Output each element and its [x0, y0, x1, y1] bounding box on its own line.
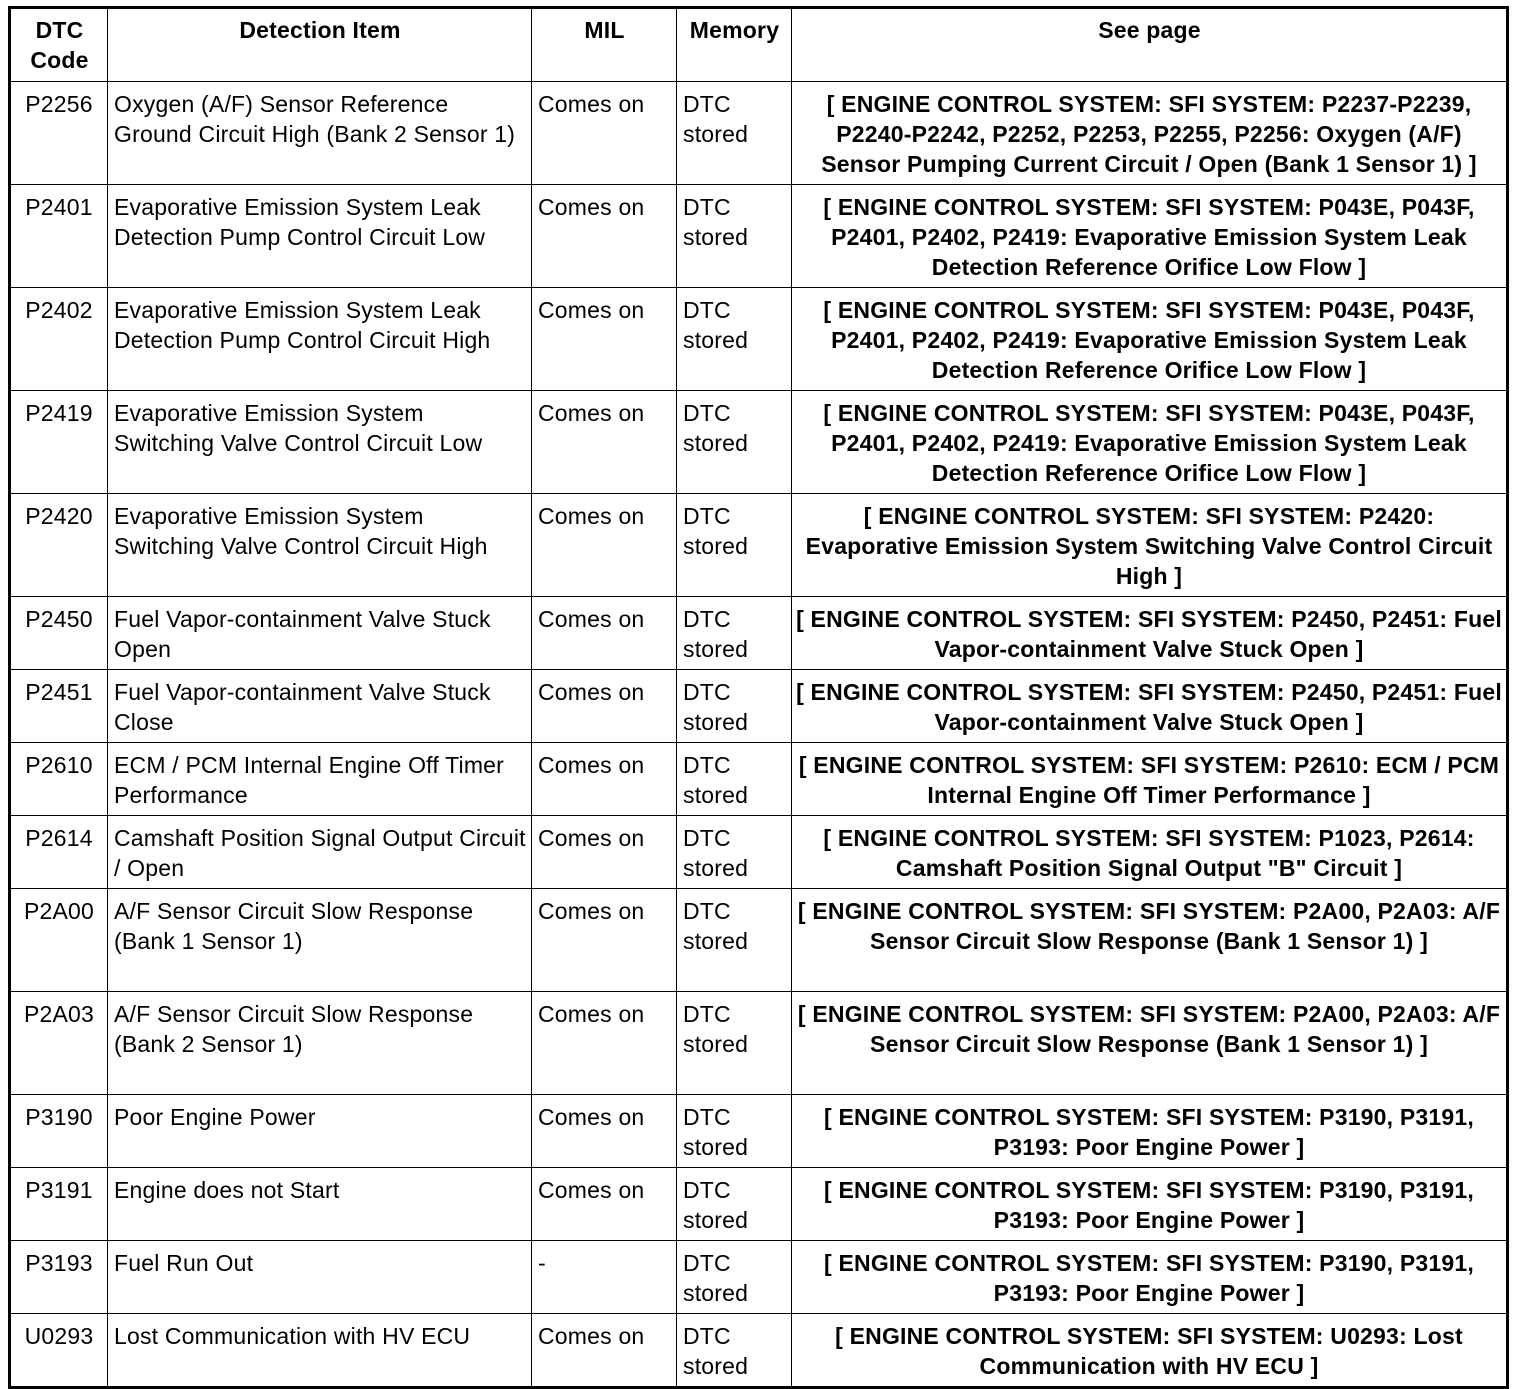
- memory-cell: DTC stored: [677, 670, 792, 743]
- header-memory: Memory: [677, 8, 792, 82]
- mil-cell: Comes on: [532, 391, 677, 494]
- table-row: [10, 597, 1508, 670]
- table-row: [10, 1168, 1508, 1241]
- dtc-code-cell: U0293: [10, 1314, 108, 1388]
- dtc-code-cell: P2419: [10, 391, 108, 494]
- table-row: [10, 391, 1508, 494]
- detection-item-cell: Fuel Vapor-containment Valve Stuck Open: [108, 597, 532, 670]
- mil-cell: Comes on: [532, 288, 677, 391]
- dtc-code-cell: P2402: [10, 288, 108, 391]
- mil-cell: Comes on: [532, 992, 677, 1095]
- table-row: [10, 1241, 1508, 1314]
- mil-cell: Comes on: [532, 597, 677, 670]
- table-row: [10, 1095, 1508, 1168]
- see-page-link[interactable]: [ ENGINE CONTROL SYSTEM: SFI SYSTEM: P2450, P2451: Fuel Vapor-containment Valve Stuck Open ]: [792, 597, 1508, 670]
- detection-item-cell: Engine does not Start: [108, 1168, 532, 1241]
- dtc-code-cell: P2A00: [10, 889, 108, 992]
- detection-item-cell: A/F Sensor Circuit Slow Response (Bank 2 Sensor 1): [108, 992, 532, 1095]
- memory-cell: DTC stored: [677, 82, 792, 185]
- detection-item-cell: Evaporative Emission System Leak Detection Pump Control Circuit Low: [108, 185, 532, 288]
- see-page-link[interactable]: [ ENGINE CONTROL SYSTEM: SFI SYSTEM: P2450, P2451: Fuel Vapor-containment Valve Stuck Open ]: [792, 670, 1508, 743]
- detection-item-cell: Fuel Vapor-containment Valve Stuck Close: [108, 670, 532, 743]
- see-page-link[interactable]: [ ENGINE CONTROL SYSTEM: SFI SYSTEM: P1023, P2614: Camshaft Position Signal Output "B" Circuit ]: [792, 816, 1508, 889]
- see-page-link[interactable]: [ ENGINE CONTROL SYSTEM: SFI SYSTEM: P2420: Evaporative Emission System Switching Valve Control Circuit High ]: [792, 494, 1508, 597]
- table-row: [10, 82, 1508, 185]
- mil-cell: Comes on: [532, 82, 677, 185]
- header-see-page: See page: [792, 8, 1508, 82]
- dtc-code-cell: P2401: [10, 185, 108, 288]
- memory-cell: DTC stored: [677, 816, 792, 889]
- detection-item-cell: Evaporative Emission System Leak Detection Pump Control Circuit High: [108, 288, 532, 391]
- memory-cell: DTC stored: [677, 1241, 792, 1314]
- detection-item-cell: Evaporative Emission System Switching Valve Control Circuit High: [108, 494, 532, 597]
- mil-cell: Comes on: [532, 816, 677, 889]
- mil-cell: Comes on: [532, 185, 677, 288]
- see-page-link[interactable]: [ ENGINE CONTROL SYSTEM: SFI SYSTEM: U0293: Lost Communication with HV ECU ]: [792, 1314, 1508, 1388]
- table-row: [10, 743, 1508, 816]
- mil-cell: Comes on: [532, 889, 677, 992]
- memory-cell: DTC stored: [677, 597, 792, 670]
- table-row: [10, 185, 1508, 288]
- memory-cell: DTC stored: [677, 743, 792, 816]
- header-detection-item: Detection Item: [108, 8, 532, 82]
- see-page-link[interactable]: [ ENGINE CONTROL SYSTEM: SFI SYSTEM: P043E, P043F, P2401, P2402, P2419: Evaporative Emission System Leak Detection Reference Orifice Low Flow ]: [792, 185, 1508, 288]
- detection-item-cell: Camshaft Position Signal Output Circuit / Open: [108, 816, 532, 889]
- see-page-link[interactable]: [ ENGINE CONTROL SYSTEM: SFI SYSTEM: P3190, P3191, P3193: Poor Engine Power ]: [792, 1168, 1508, 1241]
- header-row: [10, 8, 1508, 82]
- memory-cell: DTC stored: [677, 1095, 792, 1168]
- dtc-code-cell: P2451: [10, 670, 108, 743]
- detection-item-cell: Poor Engine Power: [108, 1095, 532, 1168]
- memory-cell: DTC stored: [677, 288, 792, 391]
- detection-item-cell: Fuel Run Out: [108, 1241, 532, 1314]
- mil-cell: Comes on: [532, 743, 677, 816]
- see-page-link[interactable]: [ ENGINE CONTROL SYSTEM: SFI SYSTEM: P2610: ECM / PCM Internal Engine Off Timer Performance ]: [792, 743, 1508, 816]
- table-row: [10, 670, 1508, 743]
- see-page-link[interactable]: [ ENGINE CONTROL SYSTEM: SFI SYSTEM: P3190, P3191, P3193: Poor Engine Power ]: [792, 1241, 1508, 1314]
- dtc-table: [8, 6, 1509, 1389]
- detection-item-cell: A/F Sensor Circuit Slow Response (Bank 1 Sensor 1): [108, 889, 532, 992]
- dtc-code-cell: P2610: [10, 743, 108, 816]
- mil-cell: Comes on: [532, 1095, 677, 1168]
- detection-item-cell: Lost Communication with HV ECU: [108, 1314, 532, 1388]
- memory-cell: DTC stored: [677, 889, 792, 992]
- table-row: [10, 992, 1508, 1095]
- header-mil: MIL: [532, 8, 677, 82]
- see-page-link[interactable]: [ ENGINE CONTROL SYSTEM: SFI SYSTEM: P043E, P043F, P2401, P2402, P2419: Evaporative Emission System Leak Detection Reference Orifice Low Flow ]: [792, 391, 1508, 494]
- see-page-link[interactable]: [ ENGINE CONTROL SYSTEM: SFI SYSTEM: P2A00, P2A03: A/F Sensor Circuit Slow Response (Bank 1 Sensor 1) ]: [792, 889, 1508, 992]
- see-page-link[interactable]: [ ENGINE CONTROL SYSTEM: SFI SYSTEM: P3190, P3191, P3193: Poor Engine Power ]: [792, 1095, 1508, 1168]
- dtc-code-cell: P3193: [10, 1241, 108, 1314]
- memory-cell: DTC stored: [677, 391, 792, 494]
- dtc-document: [8, 6, 1509, 1389]
- memory-cell: DTC stored: [677, 992, 792, 1095]
- memory-cell: DTC stored: [677, 1314, 792, 1388]
- dtc-code-cell: P2450: [10, 597, 108, 670]
- memory-cell: DTC stored: [677, 1168, 792, 1241]
- mil-cell: Comes on: [532, 670, 677, 743]
- see-page-link[interactable]: [ ENGINE CONTROL SYSTEM: SFI SYSTEM: P043E, P043F, P2401, P2402, P2419: Evaporative Emission System Leak Detection Reference Orifice Low Flow ]: [792, 288, 1508, 391]
- mil-cell: -: [532, 1241, 677, 1314]
- dtc-code-cell: P2A03: [10, 992, 108, 1095]
- dtc-code-cell: P2420: [10, 494, 108, 597]
- memory-cell: DTC stored: [677, 494, 792, 597]
- detection-item-cell: Oxygen (A/F) Sensor Reference Ground Circuit High (Bank 2 Sensor 1): [108, 82, 532, 185]
- table-row: [10, 494, 1508, 597]
- dtc-code-cell: P2614: [10, 816, 108, 889]
- dtc-code-cell: P3190: [10, 1095, 108, 1168]
- detection-item-cell: ECM / PCM Internal Engine Off Timer Performance: [108, 743, 532, 816]
- mil-cell: Comes on: [532, 1314, 677, 1388]
- mil-cell: Comes on: [532, 494, 677, 597]
- detection-item-cell: Evaporative Emission System Switching Valve Control Circuit Low: [108, 391, 532, 494]
- memory-cell: DTC stored: [677, 185, 792, 288]
- table-row: [10, 288, 1508, 391]
- table-row: [10, 816, 1508, 889]
- see-page-link[interactable]: [ ENGINE CONTROL SYSTEM: SFI SYSTEM: P2237-P2239, P2240-P2242, P2252, P2253, P2255, P2256: Oxygen (A/F) Sensor Pumping Current Circuit / Open (Bank 1 Sensor 1) ]: [792, 82, 1508, 185]
- table-row: [10, 889, 1508, 992]
- mil-cell: Comes on: [532, 1168, 677, 1241]
- header-dtc-code: DTC Code: [10, 8, 108, 82]
- dtc-code-cell: P3191: [10, 1168, 108, 1241]
- table-row: [10, 1314, 1508, 1388]
- dtc-code-cell: P2256: [10, 82, 108, 185]
- see-page-link[interactable]: [ ENGINE CONTROL SYSTEM: SFI SYSTEM: P2A00, P2A03: A/F Sensor Circuit Slow Response (Bank 1 Sensor 1) ]: [792, 992, 1508, 1095]
